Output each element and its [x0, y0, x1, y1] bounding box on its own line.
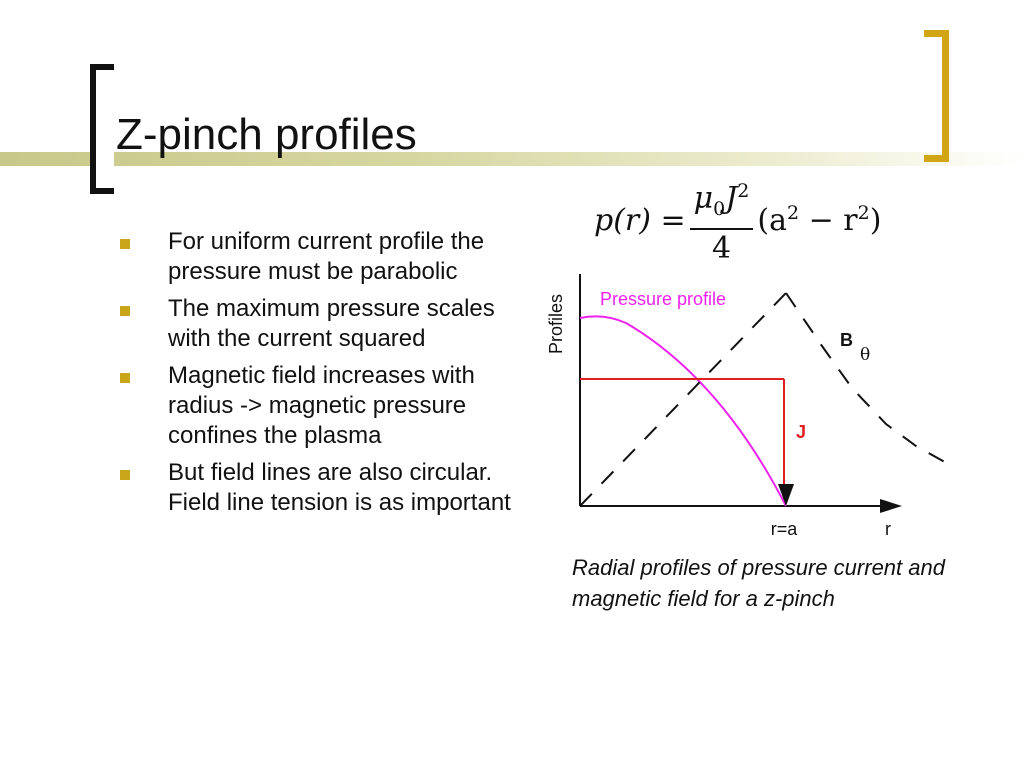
bullet-text: But field lines are also circular. Field line tension is as important — [168, 459, 511, 516]
field-label: B — [840, 330, 853, 350]
r-equals-a-label: r=a — [770, 519, 798, 539]
field-falling-dashed-line — [786, 293, 952, 466]
radial-profile-diagram — [540, 268, 960, 548]
bullet-list — [118, 227, 523, 525]
bullet-item — [118, 227, 523, 287]
square-bullet-icon — [120, 306, 130, 316]
bullet-text: The maximum pressure scales with the current squared — [168, 295, 495, 352]
formula-numerator: $\mu_0J^2$ — [690, 174, 754, 230]
x-axis-arrow-icon — [880, 499, 902, 513]
bullet-item — [118, 361, 523, 451]
slide-title: Z-pinch profiles — [116, 110, 417, 159]
square-bullet-icon — [120, 373, 130, 383]
right-bracket-decoration — [924, 30, 949, 162]
x-axis-label: r — [885, 519, 891, 539]
left-bracket-decoration — [90, 64, 114, 194]
formula-fraction — [690, 174, 754, 266]
field-rising-dashed-line — [580, 293, 786, 506]
y-axis-label: Profiles — [546, 293, 566, 354]
bullet-item — [118, 294, 523, 354]
field-subscript: θ — [860, 345, 871, 365]
formula-denominator: 4 — [711, 231, 732, 266]
square-bullet-icon — [120, 470, 130, 480]
bullet-text: Magnetic field increases with radius -> magnetic pressure confines the plasma — [168, 362, 475, 449]
diagram-caption: Radial profiles of pressure current and magnetic field for a z-pinch — [572, 555, 945, 611]
current-label: J — [796, 422, 807, 442]
bullet-item — [118, 458, 523, 518]
bullet-text: For uniform current profile the pressure must be parabolic — [168, 228, 485, 285]
pressure-formula — [594, 180, 882, 266]
formula-rhs: $(a^2 - r^2)$ — [757, 202, 882, 238]
formula-lhs: p(r) = — [594, 202, 686, 238]
pressure-curve — [580, 316, 786, 506]
pressure-curve-label: Pressure profile — [600, 289, 727, 309]
square-bullet-icon — [120, 239, 130, 249]
